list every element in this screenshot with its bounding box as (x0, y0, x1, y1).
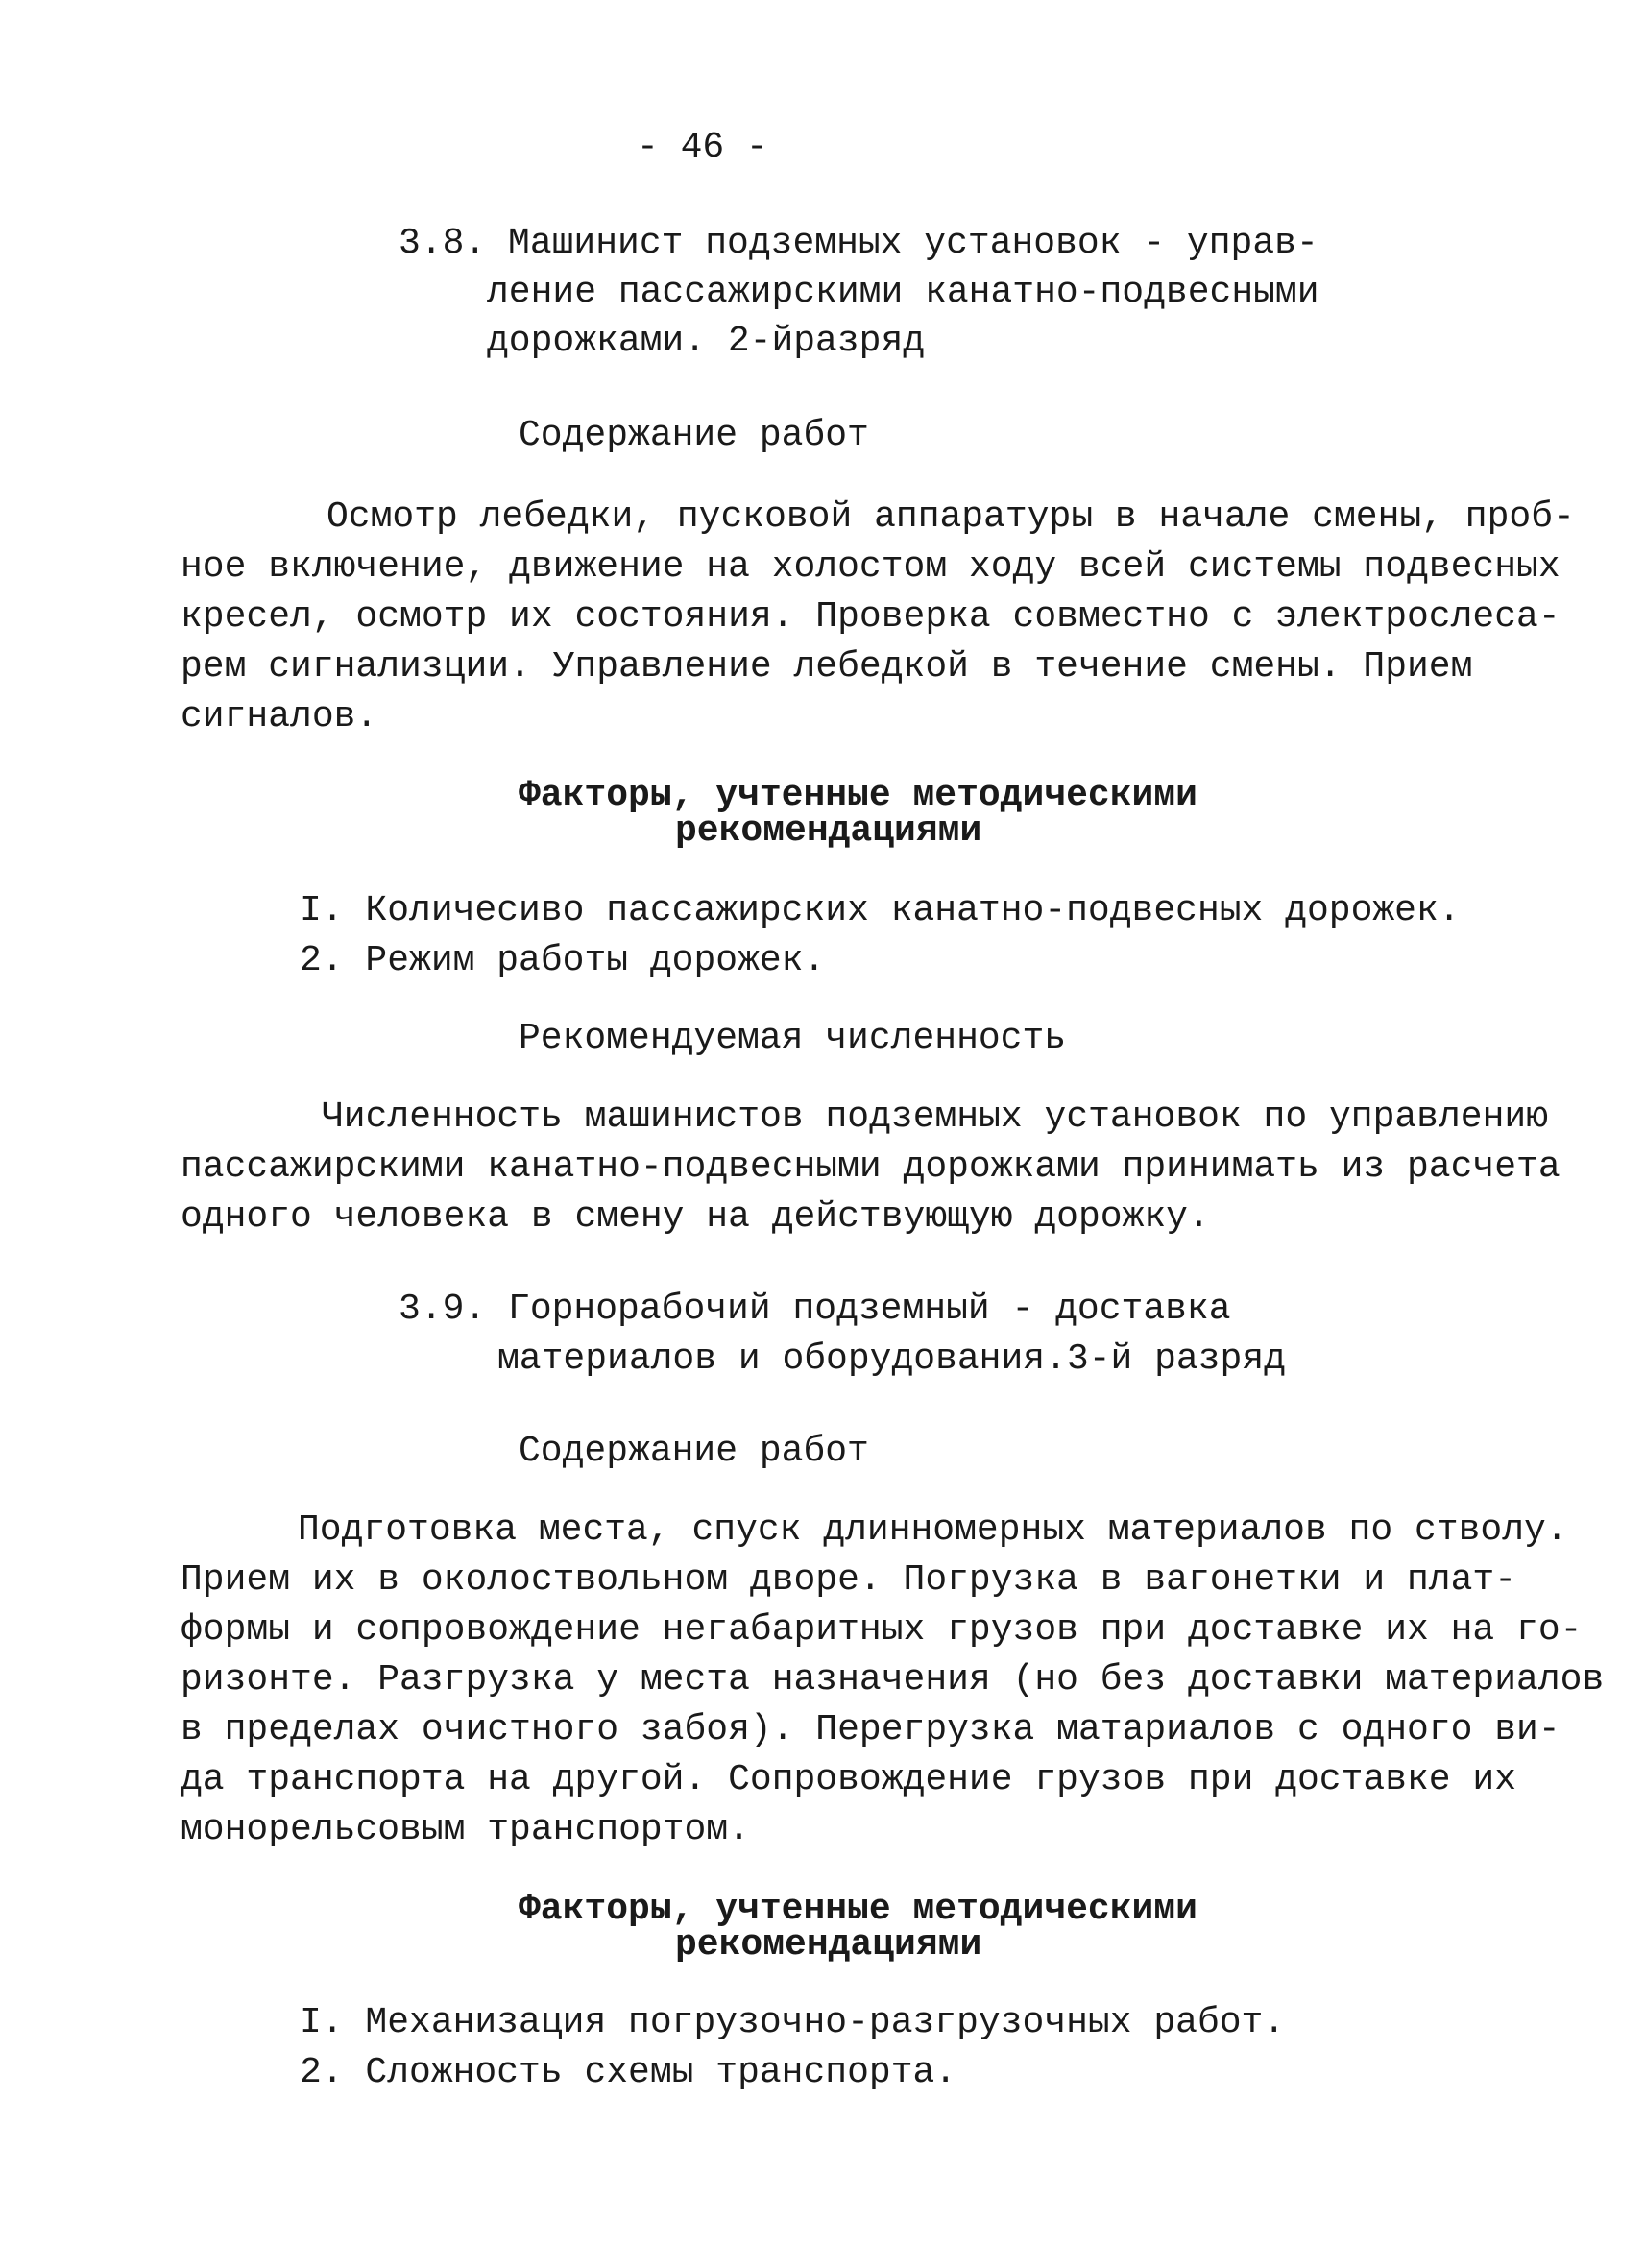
section-3-9-content-heading: Содержание работ (519, 1431, 869, 1472)
section-3-9-factors-heading-line-1: Факторы, учтенные методическими (519, 1889, 1197, 1930)
section-3-8-content-line-1: Осмотр лебедки, пусковой аппаратуры в начале смены, проб- (327, 496, 1575, 538)
section-3-9-content-line-7: монорельсовым транспортом. (181, 1809, 750, 1850)
section-3-8-recommended-line-2: пассажирскими канатно-подвесными дорожками принимать из расчета (181, 1146, 1560, 1188)
section-3-8-content-line-5: сигналов. (181, 696, 378, 737)
section-3-8-recommended-heading: Рекомендуемая численность (519, 1018, 1067, 1059)
section-3-9-factors-heading-line-2: рекомендациями (675, 1924, 982, 1966)
section-3-8-factors-heading-line-2: рекомендациями (675, 810, 982, 852)
section-3-9-factor-2: 2. Сложность схемы транспорта. (300, 2052, 957, 2093)
section-3-8-content-heading: Содержание работ (519, 415, 869, 456)
section-3-8-title-line-2: ление пассажирскими канатно-подвесными (487, 272, 1319, 313)
section-3-9-factor-1: I. Механизация погрузочно-разгрузочных работ. (300, 2002, 1286, 2043)
section-3-8-content-line-2: ное включение, движение на холостом ходу всей системы подвесных (181, 546, 1560, 588)
section-3-9-title-line-2: материалов и оборудования.3-й разряд (497, 1339, 1286, 1380)
section-3-8-content-line-3: кресел, осмотр их состояния. Проверка совместно с электрослеса- (181, 596, 1560, 638)
section-3-8-recommended-line-3: одного человека в смену на действующую дорожку. (181, 1196, 1210, 1238)
section-3-9-content-line-5: в пределах очистного забоя). Перегрузка матариалов с одного ви- (181, 1709, 1560, 1750)
section-3-9-content-line-6: да транспорта на другой. Сопровождение грузов при доставке их (181, 1759, 1517, 1800)
section-3-9-title-line-1: 3.9. Горнорабочий подземный - доставка (399, 1289, 1231, 1330)
section-3-9-content-line-1: Подготовка места, спуск длинномерных материалов по стволу. (298, 1509, 1568, 1551)
section-3-8-title-line-3: дорожками. 2-йразряд (487, 321, 926, 362)
section-3-9-content-line-3: формы и сопровождение негабаритных грузов при доставке их на го- (181, 1609, 1583, 1651)
section-3-8-factor-1: I. Количесиво пассажирских канатно-подвесных дорожек. (300, 890, 1461, 931)
section-3-8-title-line-1: 3.8. Машинист подземных установок - управ- (399, 223, 1318, 264)
section-3-9-content-line-2: Прием их в околоствольном дворе. Погрузка в вагонетки и плат- (181, 1559, 1517, 1601)
page-number: - 46 - (637, 127, 768, 168)
section-3-8-recommended-line-1: Численность машинистов подземных установок по управлению (322, 1097, 1549, 1138)
section-3-9-content-line-4: ризонте. Разгрузка у места назначения (но без доставки материалов (181, 1659, 1605, 1701)
section-3-8-content-line-4: рем сигнализции. Управление лебедкой в течение смены. Прием (181, 646, 1473, 688)
section-3-8-factor-2: 2. Режим работы дорожек. (300, 940, 826, 981)
section-3-8-factors-heading-line-1: Факторы, учтенные методическими (519, 775, 1197, 816)
